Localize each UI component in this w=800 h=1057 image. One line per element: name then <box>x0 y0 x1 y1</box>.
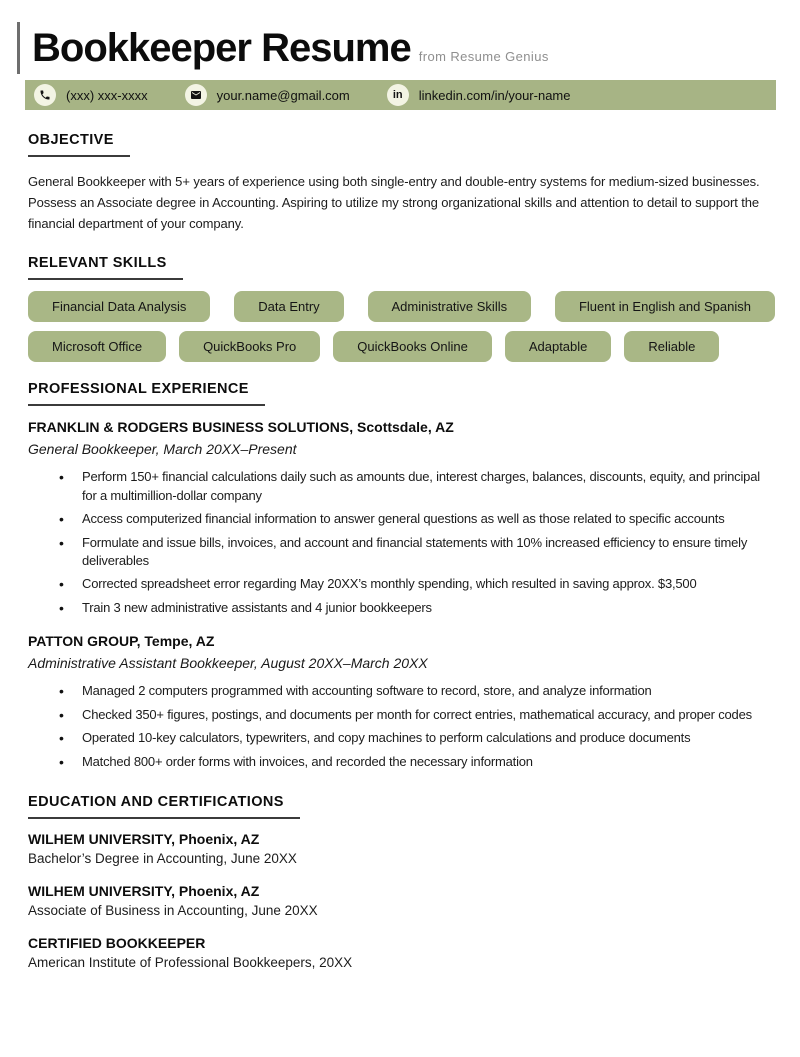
job-company: PATTON GROUP, Tempe, AZ <box>28 633 215 650</box>
job-entry <box>28 633 775 771</box>
job-bullet: • Operated 10-key calculators, typewriters, and copy machines to perform calculations and produce documents <box>28 729 775 747</box>
skill-pill: QuickBooks Online <box>333 331 492 362</box>
section-skills <box>28 254 775 362</box>
section-objective <box>28 131 775 234</box>
resume-body <box>28 131 775 970</box>
linkedin-icon: in <box>387 84 409 106</box>
skills-row-1 <box>28 291 775 322</box>
objective-heading: OBJECTIVE <box>28 132 130 157</box>
skills-row-2 <box>28 331 775 362</box>
contact-linkedin <box>387 84 571 106</box>
header <box>17 22 775 74</box>
job-role-dates: Administrative Assistant Bookkeeper, August 20XX–March 20XX <box>28 655 428 672</box>
education-entry <box>28 883 775 918</box>
job-bullet: • Corrected spreadsheet error regarding May 20XX’s monthly spending, which resulted in saving approx. $3,500 <box>28 575 775 593</box>
section-experience <box>28 380 775 771</box>
education-entry-detail: Bachelor’s Degree in Accounting, June 20XX <box>28 851 297 867</box>
contact-phone-text: (xxx) xxx-xxxx <box>66 87 148 103</box>
contact-linkedin-text: linkedin.com/in/your-name <box>418 87 571 103</box>
phone-icon <box>34 84 56 106</box>
job-bullet: • Checked 350+ figures, postings, and documents per month for correct entries, mathematical accuracy, and proper codes <box>28 706 775 724</box>
education-entry-title: CERTIFIED BOOKKEEPER <box>28 935 206 952</box>
objective-text: General Bookkeeper with 5+ years of experience using both single-entry and double-entry systems for medium-sized businesses. Possess an Associate degree in Accounting. Aspiring to utilize my strong organizational skills and attention to detail to support the financial department of your company. <box>28 174 760 232</box>
job-bullet: • Access computerized financial information to answer general questions as well as those related to specific accounts <box>28 510 775 528</box>
skills-pill-rows <box>28 291 775 362</box>
job-company: FRANKLIN & RODGERS BUSINESS SOLUTIONS, Scottsdale, AZ <box>28 419 454 436</box>
education-entry-title: WILHEM UNIVERSITY, Phoenix, AZ <box>28 883 260 900</box>
email-icon <box>185 84 207 106</box>
job-bullets <box>28 468 775 617</box>
job-bullets <box>28 682 775 771</box>
skills-heading: RELEVANT SKILLS <box>28 255 183 280</box>
job-bullet: • Matched 800+ order forms with invoices, and recorded the necessary information <box>28 753 775 771</box>
contact-email-text: your.name@gmail.com <box>216 87 350 103</box>
skill-pill: Reliable <box>624 331 719 362</box>
education-entry-title: WILHEM UNIVERSITY, Phoenix, AZ <box>28 831 260 848</box>
job-entry <box>28 419 775 617</box>
job-bullet: • Managed 2 computers programmed with accounting software to record, store, and analyze information <box>28 682 775 700</box>
skill-pill: QuickBooks Pro <box>179 331 320 362</box>
job-bullet: • Train 3 new administrative assistants and 4 junior bookkeepers <box>28 599 775 617</box>
skill-pill: Microsoft Office <box>28 331 166 362</box>
experience-heading: PROFESSIONAL EXPERIENCE <box>28 381 265 406</box>
skill-pill: Fluent in English and Spanish <box>555 291 775 322</box>
contact-email <box>185 84 350 106</box>
education-entry <box>28 831 775 866</box>
skill-pill: Data Entry <box>234 291 343 322</box>
education-entries <box>28 831 775 970</box>
skill-pill: Financial Data Analysis <box>28 291 210 322</box>
education-entry-detail: Associate of Business in Accounting, June 20XX <box>28 903 318 919</box>
job-role-dates: General Bookkeeper, March 20XX–Present <box>28 441 297 458</box>
page-subtitle: from Resume Genius <box>418 49 549 64</box>
education-entry <box>28 935 775 970</box>
skill-pill: Adaptable <box>505 331 612 362</box>
education-entry-detail: American Institute of Professional Bookkeepers, 20XX <box>28 955 353 971</box>
education-heading: EDUCATION AND CERTIFICATIONS <box>28 794 300 819</box>
skill-pill: Administrative Skills <box>368 291 532 322</box>
page-title: Bookkeeper Resume <box>32 26 411 70</box>
job-bullet: • Perform 150+ financial calculations daily such as amounts due, interest charges, balances, discounts, equity, and principal for a multimillion-dollar company <box>28 468 775 505</box>
section-education <box>28 793 775 970</box>
resume-page <box>0 22 800 1057</box>
contact-phone <box>34 84 148 106</box>
job-bullet: • Formulate and issue bills, invoices, and account and financial statements with 10% increased efficiency to ensure timely deliverables <box>28 534 775 571</box>
contact-bar <box>25 80 776 110</box>
